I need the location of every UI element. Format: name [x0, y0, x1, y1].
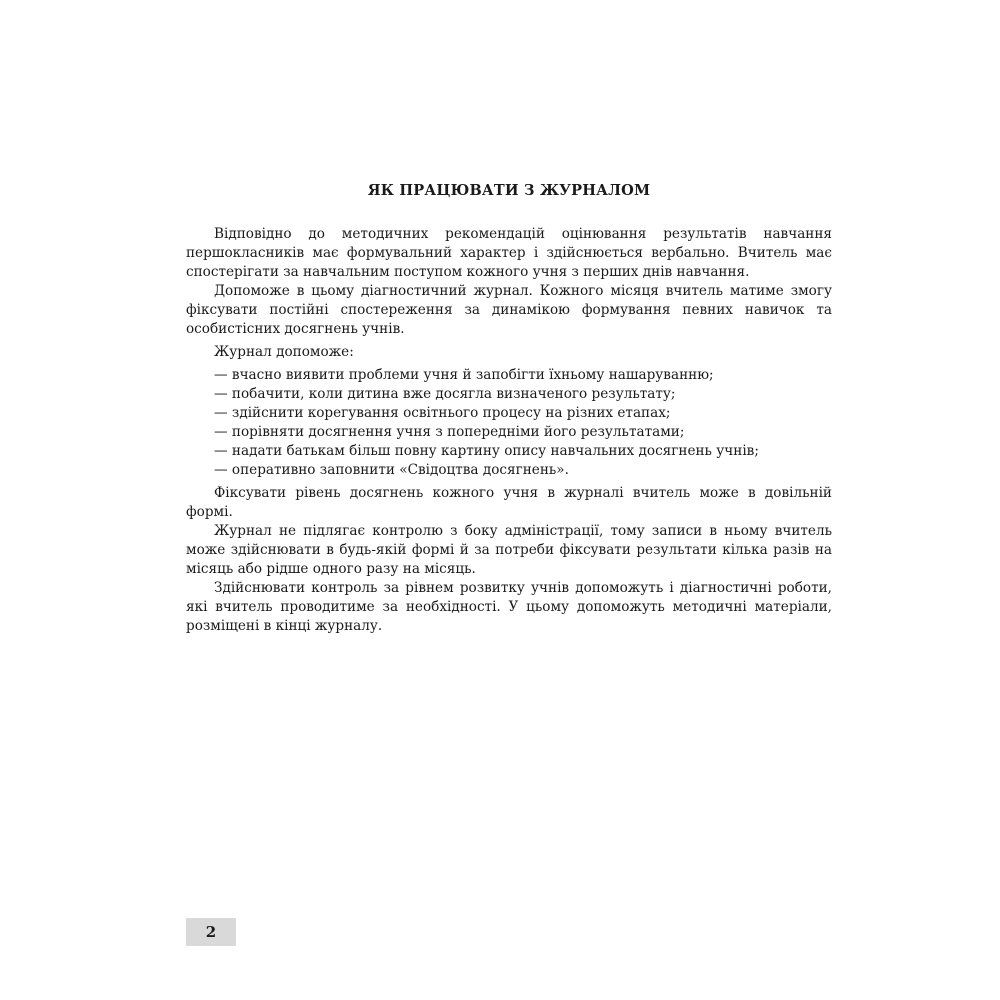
list-item: — вчасно виявити проблеми учня й запобігти їхньому нашаруванню; — [214, 367, 714, 383]
document-body — [186, 225, 832, 636]
paragraph: Відповідно до методичних рекомендацій оцінювання результатів навчання першокласників має формувальний характер і здійснюється вербально. Вчитель має спостерігати за навчальним поступом кожного учня з перших днів навчання. — [186, 226, 832, 280]
list-item: — здійснити корегування освітнього процесу на різних етапах; — [214, 405, 671, 421]
page-number-badge — [186, 918, 236, 946]
list-intro: Журнал допоможе: — [214, 344, 354, 360]
paragraph: Здійснювати контроль за рівнем розвитку учнів допоможуть і діагностичні роботи, які вчитель проводитиме за необхідності. У цьому допоможуть методичні матеріали, розміщені в кінці журналу. — [186, 580, 832, 634]
benefits-list — [186, 366, 832, 480]
page-title: ЯК ПРАЦЮВАТИ З ЖУРНАЛОМ — [367, 182, 651, 199]
list-item: — надати батькам більш повну картину опису навчальних досягнень учнів; — [214, 443, 759, 459]
paragraph: Журнал не підлягає контролю з боку адміністрації, тому записи в ньому вчитель може здійснювати в будь-якій формі й за потреби фіксувати результати кілька разів на місяць або рідше одного разу на місяць. — [186, 523, 832, 577]
paragraph: Фіксувати рівень досягнень кожного учня в журналі вчитель може в довільній формі. — [186, 485, 832, 520]
list-item: — порівняти досягнення учня з попередніми його результатами; — [214, 424, 685, 440]
list-item: — оперативно заповнити «Свідоцтва досягнень». — [214, 462, 569, 478]
paragraph: Допоможе в цьому діагностичний журнал. Кожного місяця вчитель матиме змогу фіксувати постійні спостереження за динамікою формування певних навичок та особистісних досягнень учнів. — [186, 283, 832, 337]
list-item: — побачити, коли дитина вже досягла визначеного результату; — [214, 386, 676, 402]
page-number: 2 — [205, 923, 217, 941]
